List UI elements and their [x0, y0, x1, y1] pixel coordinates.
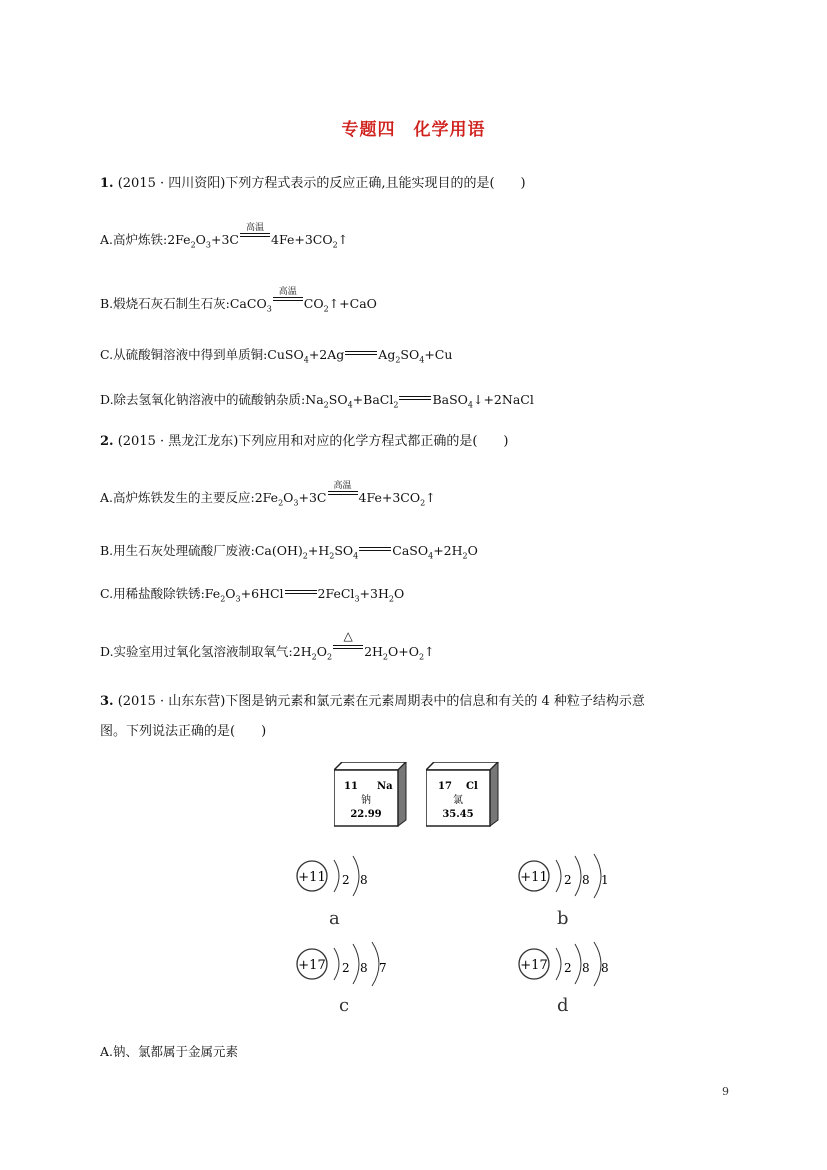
- atomic-number: 17: [438, 781, 452, 792]
- q1-option-a[interactable]: A.高炉炼铁$:2Fe_2O_3+3C$ 高温 $4Fe+3CO_2↑$: [100, 223, 349, 250]
- element-symbol: Cl: [466, 781, 478, 792]
- atom-diagram-d: [512, 940, 622, 990]
- equals-sign: [399, 394, 431, 404]
- page-number: 9: [722, 1085, 729, 1098]
- question-2: [100, 430, 509, 449]
- svg-text:2: 2: [342, 873, 350, 887]
- q2-option-b[interactable]: B.用生石灰处理硫酸厂废液$:Ca(OH)_2+H_2SO_4$ $CaSO_4+2H_2O$: [100, 543, 478, 561]
- question-number: 3.: [100, 694, 114, 709]
- reaction-condition: 高温: [273, 294, 303, 308]
- question-stem: (2015 · 四川资阳)下列方程式表示的反应正确,且能实现目的的是( ): [117, 176, 526, 191]
- question-number: 2.: [100, 434, 114, 449]
- equals-sign: [345, 349, 377, 359]
- equals-sign: [359, 545, 391, 555]
- nucleus-charge: +11: [298, 870, 326, 885]
- atomic-mass: 35.45: [442, 809, 474, 820]
- atom-diagram-b: [512, 852, 622, 902]
- element-symbol: Na: [377, 781, 393, 792]
- nucleus-charge: +11: [520, 870, 548, 885]
- q2-option-c[interactable]: C.用稀盐酸除铁锈$:Fe_2O_3+6HCl$ $2FeCl_3+3H_2O$: [100, 586, 405, 604]
- page-title: 专题四 化学用语: [341, 120, 486, 140]
- reaction-condition: 高温: [240, 230, 270, 244]
- q3-option-a[interactable]: A.钠、氯都属于金属元素: [100, 1044, 239, 1059]
- atom-label-a: a: [329, 908, 340, 929]
- element-card-sodium: [334, 762, 409, 828]
- element-card-chlorine: [426, 762, 501, 828]
- reaction-condition: 高温: [328, 488, 358, 502]
- svg-text:8: 8: [601, 961, 609, 975]
- nucleus-charge: +17: [298, 958, 326, 973]
- svg-text:2: 2: [564, 961, 572, 975]
- question-stem: (2015 · 黑龙江龙东)下列应用和对应的化学方程式都正确的是( ): [117, 434, 509, 449]
- question-number: 1.: [100, 176, 114, 191]
- svg-text:8: 8: [360, 873, 368, 887]
- equals-sign: [285, 588, 317, 598]
- q1-option-c[interactable]: C.从硫酸铜溶液中得到单质铜:CuSO$_4$+2Ag $Ag_2SO_4+Cu$: [100, 347, 453, 365]
- question-1: [100, 172, 526, 191]
- atom-label-d: d: [557, 995, 569, 1016]
- atomic-mass: 22.99: [350, 809, 382, 820]
- svg-text:1: 1: [601, 873, 609, 887]
- nucleus-charge: +17: [520, 958, 548, 973]
- q1-option-b[interactable]: B.煅烧石灰石制生石灰:CaCO$_3$ 高温 $CO_2↑+CaO$: [100, 287, 377, 314]
- atom-label-b: b: [557, 908, 569, 929]
- atom-diagram-c: [290, 940, 400, 990]
- svg-text:7: 7: [379, 961, 387, 975]
- element-name: 钠: [361, 795, 371, 806]
- svg-text:8: 8: [582, 873, 590, 887]
- svg-text:8: 8: [582, 961, 590, 975]
- reaction-condition: △: [333, 642, 363, 656]
- question-stem: (2015 · 山东东营)下图是钠元素和氯元素在元素周期表中的信息和有关的 4 种粒子结构示意: [117, 694, 645, 709]
- svg-text:2: 2: [342, 961, 350, 975]
- svg-text:2: 2: [564, 873, 572, 887]
- q2-option-d[interactable]: D.实验室用过氧化氢溶液制取氧气$:2H_2O_2$ △ $2H_2O+O_2↑$: [100, 629, 435, 662]
- question-3: [100, 690, 645, 709]
- atom-diagram-a: [290, 852, 380, 902]
- q2-option-a[interactable]: A.高炉炼铁发生的主要反应$:2Fe_2O_3+3C$ 高温 $4Fe+3CO_2↑$: [100, 481, 436, 508]
- question-3-line2: 图。下列说法正确的是( ): [100, 724, 267, 739]
- atom-label-c: c: [339, 995, 350, 1016]
- svg-text:8: 8: [360, 961, 368, 975]
- element-name: 氯: [453, 795, 463, 806]
- q1-option-d[interactable]: D.除去氢氧化钠溶液中的硫酸钠杂质$:Na_2SO_4+BaCl_2$ BaSO$_4$↓+2NaCl: [100, 392, 534, 410]
- atomic-number: 11: [344, 781, 358, 792]
